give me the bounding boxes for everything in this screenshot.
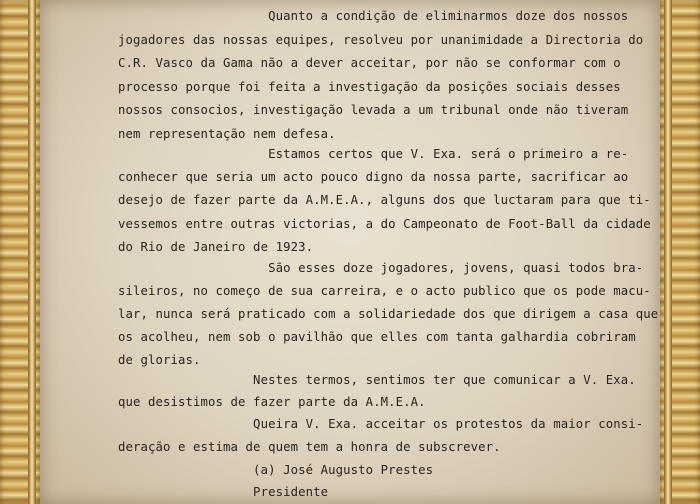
letter-line: nem representação nem defesa. bbox=[118, 127, 336, 141]
signature-line: (a) José Augusto Prestes bbox=[118, 463, 434, 477]
letter-line: Quanto a condição de eliminarmos doze dos nossos bbox=[118, 9, 629, 23]
letter-line: conhecer que seria um acto pouco digno da nossa parte, sacrificar ao bbox=[118, 170, 629, 184]
letter-line: de glorias. bbox=[118, 353, 201, 367]
letter-line: processo porque foi feita a investigação da posições sociais desses bbox=[118, 80, 621, 94]
letter-line: sileiros, no começo de sua carreira, e o acto publico que os pode macu- bbox=[118, 284, 651, 298]
letter-line: vessemos entre outras victorias, a do Campeonato de Foot-Ball da cidade bbox=[118, 217, 651, 231]
letter-page bbox=[40, 0, 660, 504]
letter-line: desejo de fazer parte da A.M.E.A., alguns dos que luctaram para que ti- bbox=[118, 193, 651, 207]
letter-line: deração e estima de quem tem a honra de subscrever. bbox=[118, 440, 501, 454]
letter-line: C.R. Vasco da Gama não a dever acceitar, por não se conformar com o bbox=[118, 56, 621, 70]
letter-line: do Rio de Janeiro de 1923. bbox=[118, 240, 314, 254]
letter-line: Queira V. Exa. acceitar os protestos da maior consi- bbox=[118, 417, 644, 431]
letter-line: São esses doze jogadores, jovens, quasi todos bra- bbox=[118, 261, 644, 275]
letter-line: Nestes termos, sentimos ter que comunicar a V. Exa. bbox=[118, 373, 636, 387]
letter-line: que desistimos de fazer parte da A.M.E.A. bbox=[118, 395, 426, 409]
letter-body bbox=[118, 0, 659, 499]
letter-line: jogadores das nossas equipes, resolveu por unanimidade a Directoria do bbox=[118, 33, 644, 47]
letter-line: lar, nunca será praticado com a solidariedade dos que dirigem a casa que bbox=[118, 307, 659, 321]
letter-line: nossos consocios, investigação levada a um tribunal onde não tiveram bbox=[118, 103, 629, 117]
signature-title: Presidente bbox=[118, 485, 329, 499]
letter-line: os acolheu, nem sob o pavilhão que elles com tanta galhardia cobriram bbox=[118, 330, 636, 344]
letter-line: Estamos certos que V. Exa. será o primeiro a re- bbox=[118, 147, 629, 161]
frame-left-border bbox=[0, 0, 40, 504]
frame-right-border bbox=[660, 0, 700, 504]
